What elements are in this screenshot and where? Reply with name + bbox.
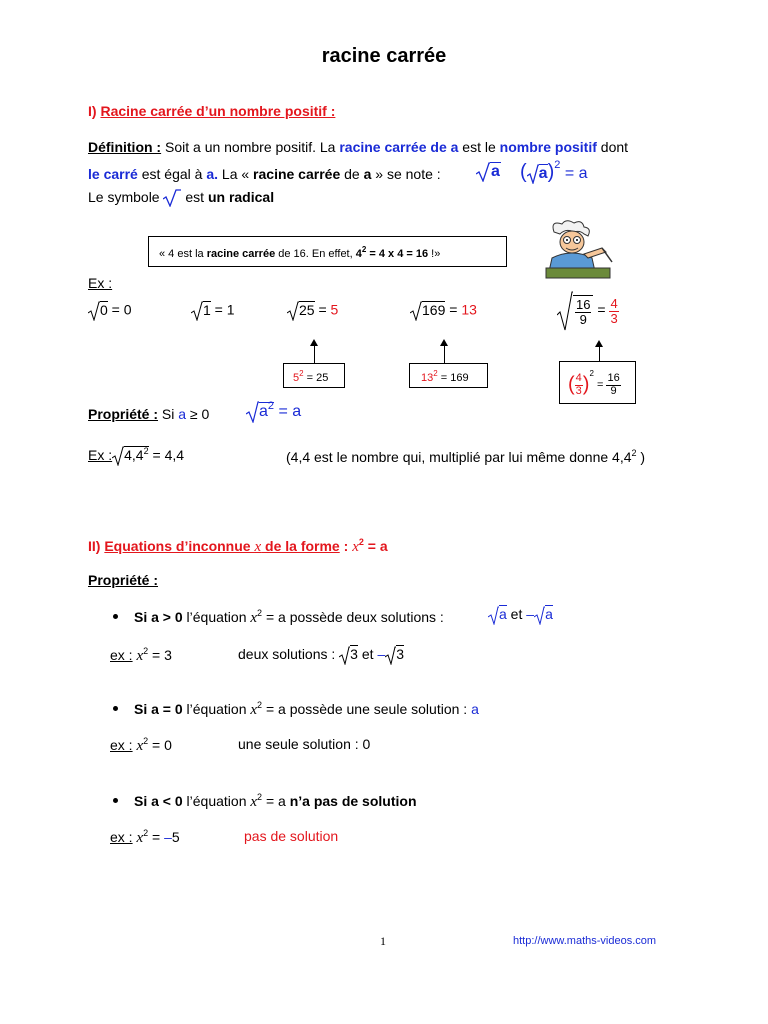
example-sqrt-fraction bbox=[557, 291, 619, 331]
exponent: 2 bbox=[257, 700, 263, 710]
radical-icon bbox=[410, 301, 422, 321]
result-text: deux solutions : bbox=[238, 646, 340, 663]
case-text: n’a pas de solution bbox=[289, 793, 417, 809]
case-text: possède une seule solution : bbox=[289, 701, 472, 717]
quote-part: « 4 est la bbox=[159, 248, 207, 260]
radical-icon bbox=[476, 162, 490, 182]
radicand-fraction bbox=[573, 295, 593, 326]
bullet-icon bbox=[113, 614, 118, 619]
rhs: = bbox=[148, 829, 165, 845]
numerator: 4 bbox=[610, 295, 618, 311]
professor-illustration-icon bbox=[540, 218, 616, 282]
radicand-value: 4,4 bbox=[124, 447, 144, 463]
exponent: 2 bbox=[143, 736, 149, 746]
radicand: 25 bbox=[299, 301, 315, 318]
title-part: de la forme bbox=[261, 538, 340, 554]
condition-text: ≥ 0 bbox=[186, 406, 210, 422]
definition-label: Définition : bbox=[88, 139, 162, 155]
example-case-zero bbox=[110, 736, 172, 755]
condition-var: a bbox=[178, 406, 187, 422]
equation-rest: = a bbox=[363, 538, 388, 554]
case-text: l’équation bbox=[182, 609, 251, 625]
denominator: 9 bbox=[610, 384, 617, 397]
section-2-heading bbox=[88, 537, 388, 556]
exponent: 2 bbox=[631, 448, 637, 458]
minus-sign: – bbox=[526, 606, 535, 623]
definition-text: de bbox=[340, 166, 364, 182]
example-4-4 bbox=[88, 446, 184, 466]
check-box-25 bbox=[283, 363, 345, 388]
radicand: a bbox=[538, 165, 548, 182]
case-text: = a bbox=[262, 609, 290, 625]
arrow-line bbox=[599, 346, 600, 361]
example-case-positive-result bbox=[238, 646, 404, 665]
unknown-x: x bbox=[352, 539, 359, 555]
page-title: racine carrée bbox=[321, 45, 447, 67]
check-text bbox=[421, 369, 469, 385]
radicand bbox=[124, 446, 148, 463]
base: 5 bbox=[293, 372, 300, 384]
open-paren: ( bbox=[568, 373, 575, 396]
definition-highlight: nombre positif bbox=[499, 139, 597, 155]
case-text: = a bbox=[262, 701, 290, 717]
definition-highlight: racine carrée de a bbox=[339, 139, 459, 155]
condition-text: Si bbox=[158, 406, 179, 422]
case-positive-solutions bbox=[488, 606, 553, 625]
bullet-icon bbox=[113, 798, 118, 803]
exponent: 2 bbox=[589, 369, 594, 378]
definition-line-3 bbox=[88, 189, 274, 207]
example-4-4-note bbox=[286, 448, 645, 465]
radical-icon bbox=[339, 646, 350, 665]
unknown-x: x bbox=[136, 830, 144, 846]
quote-text bbox=[159, 245, 440, 261]
definition-bold: a bbox=[363, 166, 372, 182]
value: = 25 bbox=[303, 372, 329, 384]
base: 13 bbox=[421, 372, 434, 384]
exponent: 2 bbox=[433, 369, 438, 378]
radicand: 0 bbox=[100, 301, 108, 318]
definition-text: est le bbox=[458, 139, 500, 155]
denominator: 9 bbox=[579, 312, 587, 327]
colon: : bbox=[339, 538, 353, 554]
exponent: 2 bbox=[299, 369, 304, 378]
example-label: ex : bbox=[110, 737, 133, 753]
case-negative bbox=[134, 792, 417, 811]
denominator: 3 bbox=[610, 310, 618, 326]
radical-icon bbox=[488, 606, 499, 625]
check-box-169 bbox=[409, 363, 488, 388]
quote-box bbox=[148, 236, 507, 267]
definition-text: » se note : bbox=[371, 166, 441, 182]
section-2-number: II) bbox=[88, 538, 101, 554]
equals: = bbox=[593, 301, 610, 318]
page-number: 1 bbox=[380, 934, 386, 948]
case-text: possède deux solutions : bbox=[289, 609, 444, 625]
radical-symbol-icon bbox=[163, 189, 181, 207]
definition-line-1 bbox=[88, 139, 628, 155]
radical-icon bbox=[287, 301, 299, 321]
sqrt-a-notation bbox=[476, 162, 501, 182]
separator: et bbox=[506, 606, 527, 623]
radical-icon bbox=[527, 164, 539, 184]
unknown-x: x bbox=[136, 738, 144, 754]
definition-text: est bbox=[181, 189, 208, 205]
section-1-title: Racine carrée d’un nombre positif : bbox=[100, 103, 336, 119]
rhs: = 0 bbox=[148, 737, 172, 753]
close-paren: ) bbox=[547, 161, 555, 183]
exponent: 2 bbox=[143, 828, 149, 838]
result-fraction bbox=[606, 373, 620, 397]
footer-url-link[interactable]: http://www.maths-videos.com bbox=[513, 935, 657, 947]
result: = 0 bbox=[107, 301, 132, 318]
check-text bbox=[568, 369, 621, 397]
example-sqrt-25 bbox=[287, 301, 338, 321]
definition-bold: un radical bbox=[207, 189, 275, 205]
radicand: 1 bbox=[203, 301, 211, 318]
unknown-x: x bbox=[136, 648, 144, 664]
example-sqrt-1 bbox=[191, 301, 235, 321]
fraction bbox=[575, 298, 591, 326]
equals-a: = a bbox=[560, 165, 588, 182]
numerator: 16 bbox=[576, 297, 591, 313]
quote-part: !» bbox=[428, 248, 441, 260]
unknown-x: x bbox=[250, 702, 258, 718]
solution-negative: a bbox=[545, 606, 553, 623]
radical-icon bbox=[246, 401, 259, 423]
exponent: 2 bbox=[143, 446, 149, 456]
equals: = bbox=[445, 301, 462, 318]
definition-text: Le symbole bbox=[88, 189, 164, 205]
definition-text: est égal à bbox=[137, 166, 207, 182]
section-1-heading bbox=[88, 103, 335, 119]
definition-bold: racine carrée bbox=[253, 166, 341, 182]
result-fraction bbox=[609, 297, 618, 325]
result: 5 bbox=[330, 301, 339, 318]
case-condition: Si a < 0 bbox=[134, 793, 183, 809]
example-case-zero-result: une seule solution : 0 bbox=[238, 736, 371, 752]
equals-a: = a bbox=[274, 403, 302, 420]
exponent: 2 bbox=[554, 159, 561, 171]
radical-icon bbox=[385, 646, 396, 665]
quote-part: de 16. En effet, bbox=[275, 248, 356, 260]
quote-exponent: 2 bbox=[361, 245, 367, 254]
arrow-up-icon bbox=[595, 340, 603, 347]
definition-text: Soit a un nombre positif. La bbox=[161, 139, 340, 155]
example-sqrt-0 bbox=[88, 301, 132, 321]
radicand: a bbox=[491, 163, 500, 181]
solution-positive: a bbox=[499, 606, 507, 623]
case-zero bbox=[134, 700, 479, 719]
example-case-positive bbox=[110, 646, 172, 665]
property-label: Propriété : bbox=[88, 406, 159, 422]
minus-sign: – bbox=[377, 646, 386, 663]
exponent: 2 bbox=[267, 400, 275, 412]
case-condition: Si a > 0 bbox=[134, 609, 183, 625]
exponent: 2 bbox=[358, 537, 364, 547]
radical-icon bbox=[191, 301, 203, 321]
note-text: ) bbox=[636, 449, 646, 465]
check-box-fraction bbox=[559, 361, 636, 404]
quote-bold: racine carrée bbox=[206, 248, 276, 260]
unknown-x: x bbox=[254, 539, 262, 555]
close-paren: ) bbox=[582, 373, 590, 396]
quote-bold: 4 bbox=[355, 248, 362, 260]
case-text: l’équation bbox=[182, 793, 251, 809]
check-text bbox=[293, 369, 328, 385]
case-condition: Si a = 0 bbox=[134, 701, 183, 717]
radicand-var: a bbox=[259, 403, 268, 420]
example-label: ex : bbox=[110, 829, 133, 845]
rhs: = 3 bbox=[148, 647, 172, 663]
case-positive bbox=[134, 608, 444, 627]
arrow-up-icon bbox=[440, 339, 448, 346]
exponent: 2 bbox=[257, 792, 263, 802]
equals: = bbox=[593, 378, 607, 391]
property-2-label: Propriété : bbox=[88, 572, 159, 588]
radical-icon bbox=[88, 301, 100, 321]
radical-icon bbox=[112, 446, 124, 466]
separator: et bbox=[357, 646, 378, 663]
exponent: 2 bbox=[143, 646, 149, 656]
example-case-negative-result: pas de solution bbox=[244, 828, 339, 844]
result: = 4,4 bbox=[148, 447, 185, 463]
note-text: (4,4 est le nombre qui, multiplié par lui même donne 4,4 bbox=[286, 449, 632, 465]
example-case-negative bbox=[110, 828, 180, 847]
value: = 169 bbox=[437, 372, 469, 384]
title-part: Equations d’inconnue bbox=[104, 538, 255, 554]
bullet-icon bbox=[113, 706, 118, 711]
radical-icon bbox=[534, 606, 545, 625]
solution: a bbox=[471, 701, 479, 717]
definition-text: La « bbox=[218, 166, 254, 182]
property-1 bbox=[88, 406, 209, 422]
radical-icon bbox=[557, 291, 573, 331]
radicand bbox=[259, 402, 274, 420]
minus-sign: – bbox=[164, 829, 172, 845]
radicand: 3 bbox=[396, 646, 405, 663]
case-text: = a bbox=[262, 793, 290, 809]
section-2-title bbox=[104, 538, 339, 554]
section-1-number: I) bbox=[88, 103, 97, 119]
result: = 1 bbox=[210, 301, 235, 318]
property-1-formula bbox=[246, 400, 301, 423]
equals: = bbox=[314, 301, 331, 318]
case-text: l’équation bbox=[182, 701, 251, 717]
example-sqrt-169 bbox=[410, 301, 477, 321]
example-label: ex : bbox=[110, 647, 133, 663]
quote-bold: = 4 x 4 = 16 bbox=[366, 248, 429, 260]
open-paren: ( bbox=[520, 161, 527, 183]
unknown-x: x bbox=[250, 610, 258, 626]
numerator: 16 bbox=[607, 372, 620, 385]
examples-label: Ex : bbox=[88, 275, 113, 291]
definition-line-2 bbox=[88, 166, 441, 182]
definition-text: dont bbox=[596, 139, 629, 155]
numerator: 4 bbox=[575, 372, 582, 385]
example-label: Ex : bbox=[88, 447, 113, 463]
arrow-line bbox=[314, 345, 315, 363]
definition-highlight: a. bbox=[206, 166, 219, 182]
squared-sqrt-identity bbox=[520, 159, 588, 184]
unknown-x: x bbox=[250, 794, 258, 810]
arrow-up-icon bbox=[310, 339, 318, 346]
radicand: 169 bbox=[422, 301, 446, 318]
rhs: 5 bbox=[171, 829, 180, 845]
definition-highlight: le carré bbox=[88, 166, 138, 182]
radicand: 3 bbox=[350, 646, 358, 663]
exponent: 2 bbox=[257, 608, 263, 618]
result: 13 bbox=[461, 301, 477, 318]
denominator: 3 bbox=[575, 384, 582, 397]
fraction bbox=[575, 373, 583, 397]
arrow-line bbox=[444, 345, 445, 363]
